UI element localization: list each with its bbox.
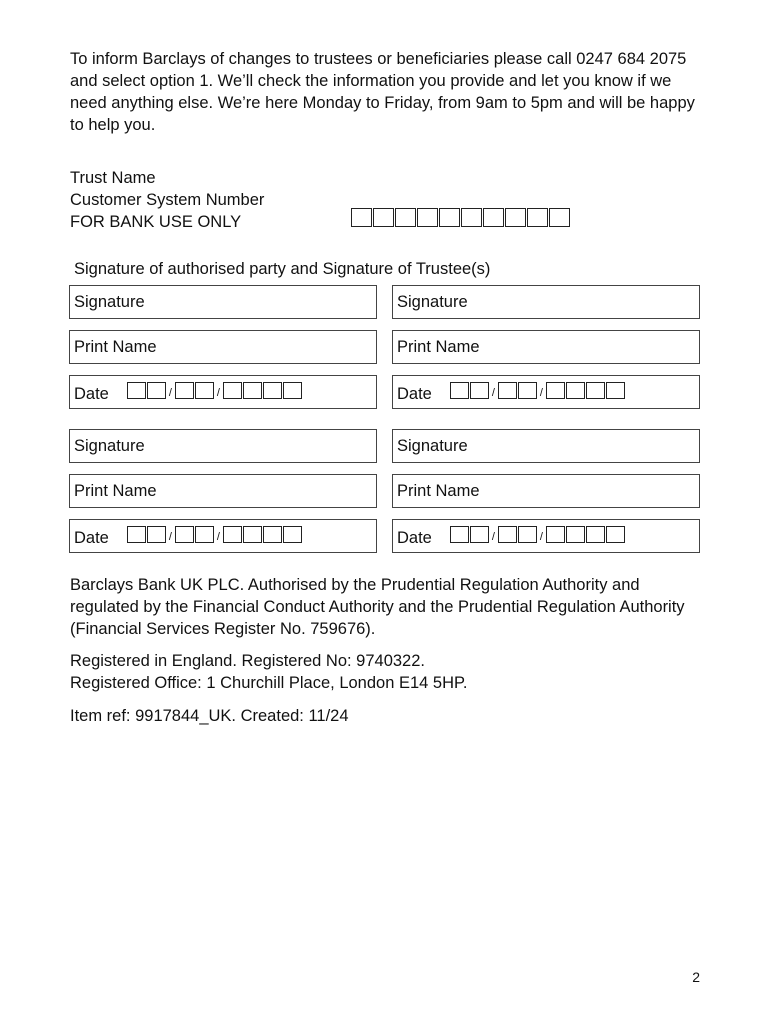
- year-box[interactable]: [566, 382, 585, 399]
- csn-digit-box[interactable]: [351, 208, 372, 227]
- intro-text: To inform Barclays of changes to trustees or beneficiaries please call 0247 684 2075 and select option 1. We’ll check the information you provide and let you know if we need anything else. We’re here Monday to Friday, from 9am to 5pm and will be happy to help you.: [70, 50, 695, 134]
- month-box[interactable]: [498, 382, 517, 399]
- authorisation-statement: Barclays Bank UK PLC. Authorised by the Prudential Regulation Authority and regulated by the Financial Conduct Authority and the Prudential Regulation Authority (Financial Services Register No. 759676).: [70, 576, 685, 638]
- year-box[interactable]: [606, 382, 625, 399]
- signature-label: Signature: [74, 437, 145, 455]
- month-box[interactable]: [175, 526, 194, 543]
- csn-digit-box[interactable]: [527, 208, 548, 227]
- date-label: Date: [74, 529, 109, 547]
- date-boxes[interactable]: [127, 378, 302, 404]
- month-box[interactable]: [195, 526, 214, 543]
- customer-system-number-boxes[interactable]: [351, 208, 570, 227]
- signature-field-1[interactable]: [69, 285, 377, 319]
- year-box[interactable]: [586, 526, 605, 543]
- month-box[interactable]: [195, 382, 214, 399]
- date-boxes[interactable]: [450, 378, 625, 404]
- day-box[interactable]: [470, 382, 489, 399]
- signature-section-heading: Signature of authorised party and Signature of Trustee(s): [74, 260, 491, 278]
- bank-use-only-label: FOR BANK USE ONLY: [70, 213, 242, 231]
- day-box[interactable]: [147, 382, 166, 399]
- date-separator: /: [168, 386, 172, 399]
- trust-name-label: Trust Name: [70, 169, 156, 187]
- date-separator: /: [491, 386, 495, 399]
- csn-digit-box[interactable]: [483, 208, 504, 227]
- item-reference: Item ref: 9917844_UK. Created: 11/24: [70, 707, 349, 725]
- print-name-field-3[interactable]: [69, 474, 377, 508]
- year-box[interactable]: [606, 526, 625, 543]
- csn-digit-box[interactable]: [549, 208, 570, 227]
- date-label: Date: [397, 529, 432, 547]
- year-box[interactable]: [263, 526, 282, 543]
- year-box[interactable]: [243, 526, 262, 543]
- print-name-label: Print Name: [397, 338, 480, 356]
- page-number: 2: [692, 969, 700, 985]
- date-boxes[interactable]: [127, 522, 302, 548]
- date-separator: /: [216, 386, 220, 399]
- year-box[interactable]: [283, 382, 302, 399]
- csn-digit-box[interactable]: [461, 208, 482, 227]
- day-box[interactable]: [450, 526, 469, 543]
- csn-digit-box[interactable]: [417, 208, 438, 227]
- date-field-2[interactable]: [392, 375, 700, 409]
- day-box[interactable]: [450, 382, 469, 399]
- csn-digit-box[interactable]: [373, 208, 394, 227]
- day-box[interactable]: [127, 382, 146, 399]
- year-box[interactable]: [283, 526, 302, 543]
- signature-field-3[interactable]: [69, 429, 377, 463]
- date-separator: /: [491, 530, 495, 543]
- month-box[interactable]: [518, 526, 537, 543]
- date-separator: /: [539, 530, 543, 543]
- year-box[interactable]: [263, 382, 282, 399]
- year-box[interactable]: [546, 382, 565, 399]
- date-boxes[interactable]: [450, 522, 625, 548]
- date-field-4[interactable]: [392, 519, 700, 553]
- month-box[interactable]: [518, 382, 537, 399]
- print-name-label: Print Name: [74, 338, 157, 356]
- signature-label: Signature: [397, 437, 468, 455]
- signature-field-2[interactable]: [392, 285, 700, 319]
- print-name-label: Print Name: [74, 482, 157, 500]
- date-separator: /: [539, 386, 543, 399]
- month-box[interactable]: [498, 526, 517, 543]
- date-separator: /: [216, 530, 220, 543]
- customer-system-number-label: Customer System Number: [70, 191, 265, 209]
- year-box[interactable]: [223, 526, 242, 543]
- trust-details: [70, 167, 264, 233]
- print-name-field-4[interactable]: [392, 474, 700, 508]
- day-box[interactable]: [470, 526, 489, 543]
- print-name-field-2[interactable]: [392, 330, 700, 364]
- registered-office: Registered Office: 1 Churchill Place, London E14 5HP.: [70, 674, 468, 692]
- csn-digit-box[interactable]: [505, 208, 526, 227]
- date-separator: /: [168, 530, 172, 543]
- year-box[interactable]: [243, 382, 262, 399]
- registered-in-england: Registered in England. Registered No: 9740322.: [70, 652, 425, 670]
- year-box[interactable]: [546, 526, 565, 543]
- date-label: Date: [74, 385, 109, 403]
- signature-label: Signature: [74, 293, 145, 311]
- csn-digit-box[interactable]: [395, 208, 416, 227]
- date-field-3[interactable]: [69, 519, 377, 553]
- csn-digit-box[interactable]: [439, 208, 460, 227]
- day-box[interactable]: [147, 526, 166, 543]
- year-box[interactable]: [223, 382, 242, 399]
- print-name-field-1[interactable]: [69, 330, 377, 364]
- year-box[interactable]: [566, 526, 585, 543]
- month-box[interactable]: [175, 382, 194, 399]
- signature-label: Signature: [397, 293, 468, 311]
- signature-field-4[interactable]: [392, 429, 700, 463]
- date-field-1[interactable]: [69, 375, 377, 409]
- day-box[interactable]: [127, 526, 146, 543]
- print-name-label: Print Name: [397, 482, 480, 500]
- year-box[interactable]: [586, 382, 605, 399]
- date-label: Date: [397, 385, 432, 403]
